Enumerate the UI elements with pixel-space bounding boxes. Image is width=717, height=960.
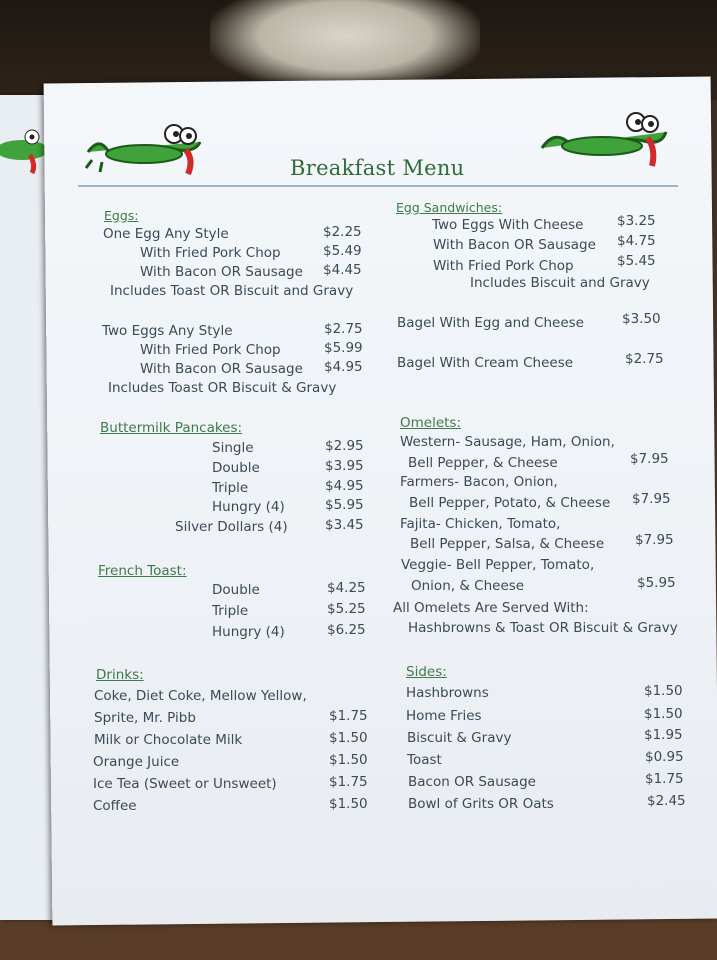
pancake-item: Double <box>212 460 260 476</box>
pancake-item: Single <box>212 440 254 456</box>
drink-item: Milk or Chocolate Milk <box>94 732 243 748</box>
sandwich-bacon-price: $4.75 <box>617 233 656 249</box>
omelet-fajita-price: $7.95 <box>635 532 674 548</box>
menu-sheet <box>44 77 717 926</box>
side-price: $2.45 <box>647 793 686 809</box>
two-eggs: Two Eggs Any Style <box>102 323 233 339</box>
side-item: Bacon OR Sausage <box>408 774 536 790</box>
drink-item: Coffee <box>93 798 137 814</box>
one-egg-porkchop-price: $5.49 <box>323 243 362 259</box>
one-egg: One Egg Any Style <box>103 226 229 242</box>
pancake-price: $5.95 <box>325 497 364 513</box>
side-price: $1.50 <box>644 683 683 699</box>
menu-title: Breakfast Menu <box>290 156 465 180</box>
pancake-price: $3.95 <box>325 458 364 474</box>
french-toast-item: Triple <box>212 603 249 619</box>
sandwich-porkchop: With Fried Pork Chop <box>433 258 574 274</box>
sandwich-porkchop-price: $5.45 <box>617 253 656 269</box>
pancakes-heading: Buttermilk Pancakes: <box>100 420 243 436</box>
side-item: Hashbrowns <box>406 685 489 701</box>
egg-sandwiches-heading: Egg Sandwiches: <box>396 200 503 215</box>
drink-price: $1.50 <box>329 752 368 768</box>
title-rule <box>78 185 678 187</box>
omelet-western-detail: Bell Pepper, & Cheese <box>408 455 558 471</box>
two-eggs-bacon-price: $4.95 <box>324 359 363 375</box>
sandwich-bacon: With Bacon OR Sausage <box>433 237 596 253</box>
french-toast-item: Hungry (4) <box>212 624 285 640</box>
omelets-heading: Omelets: <box>400 415 462 431</box>
french-toast-price: $5.25 <box>327 601 366 617</box>
pancake-price: $2.95 <box>325 438 364 454</box>
eggs-heading: Eggs: <box>104 208 139 223</box>
drinks-heading: Drinks: <box>96 667 144 683</box>
drink-item: Coke, Diet Coke, Mellow Yellow, <box>94 688 307 704</box>
french-toast-heading: French Toast: <box>98 563 187 579</box>
frog-icon <box>82 120 207 182</box>
omelet-farmers-price: $7.95 <box>632 491 671 507</box>
drink-item: Orange Juice <box>93 754 180 770</box>
drink-price: $1.75 <box>329 708 368 724</box>
pancake-item: Hungry (4) <box>212 499 285 515</box>
side-price: $1.75 <box>645 771 684 787</box>
omelet-western: Western- Sausage, Ham, Onion, <box>400 434 615 450</box>
one-egg-includes: Includes Toast OR Biscuit and Gravy <box>110 283 354 299</box>
bagel-egg-cheese-price: $3.50 <box>622 311 661 327</box>
one-egg-porkchop: With Fried Pork Chop <box>140 245 281 261</box>
pancake-price: $3.45 <box>325 517 364 533</box>
omelet-veggie-detail: Onion, & Cheese <box>411 578 525 594</box>
bagel-cream-cheese: Bagel With Cream Cheese <box>397 355 574 371</box>
omelet-fajita-detail: Bell Pepper, Salsa, & Cheese <box>410 536 605 552</box>
bagel-cream-cheese-price: $2.75 <box>625 351 664 367</box>
side-item: Biscuit & Gravy <box>407 730 512 746</box>
frog-icon <box>536 108 668 170</box>
sandwich-two-eggs-price: $3.25 <box>617 213 656 229</box>
two-eggs-porkchop-price: $5.99 <box>324 340 363 356</box>
side-item: Toast <box>407 752 442 768</box>
drink-item: Sprite, Mr. Pibb <box>94 710 196 726</box>
side-item: Home Fries <box>406 708 482 724</box>
bagel-egg-cheese: Bagel With Egg and Cheese <box>397 315 584 331</box>
french-toast-item: Double <box>212 582 260 598</box>
drink-item: Ice Tea (Sweet or Unsweet) <box>93 776 277 792</box>
omelet-fajita: Fajita- Chicken, Tomato, <box>400 516 561 532</box>
omelets-sides: Hashbrowns & Toast OR Biscuit & Gravy <box>408 620 678 636</box>
two-eggs-porkchop: With Fried Pork Chop <box>140 342 281 358</box>
omelet-western-price: $7.95 <box>630 451 669 467</box>
drink-price: $1.50 <box>329 730 368 746</box>
french-toast-price: $4.25 <box>327 580 366 596</box>
drink-price: $1.75 <box>329 774 368 790</box>
cloth-object <box>210 0 480 90</box>
side-price: $0.95 <box>645 749 684 765</box>
pancake-price: $4.95 <box>325 478 364 494</box>
sides-heading: Sides: <box>406 664 447 680</box>
omelet-veggie-price: $5.95 <box>637 575 676 591</box>
omelet-farmers-detail: Bell Pepper, Potato, & Cheese <box>409 495 611 511</box>
omelet-farmers: Farmers- Bacon, Onion, <box>400 474 558 490</box>
french-toast-price: $6.25 <box>327 622 366 638</box>
side-item: Bowl of Grits OR Oats <box>408 796 554 812</box>
pancake-item: Triple <box>212 480 249 496</box>
one-egg-bacon: With Bacon OR Sausage <box>140 264 303 280</box>
two-eggs-bacon: With Bacon OR Sausage <box>140 361 303 377</box>
sandwich-two-eggs: Two Eggs With Cheese <box>432 217 584 233</box>
side-price: $1.95 <box>644 727 683 743</box>
side-price: $1.50 <box>644 706 683 722</box>
omelet-veggie: Veggie- Bell Pepper, Tomato, <box>401 557 595 573</box>
one-egg-bacon-price: $4.45 <box>323 262 362 278</box>
pancake-item: Silver Dollars (4) <box>175 519 288 535</box>
two-eggs-includes: Includes Toast OR Biscuit & Gravy <box>108 380 337 396</box>
one-egg-price: $2.25 <box>323 224 362 240</box>
two-eggs-price: $2.75 <box>324 321 363 337</box>
drink-price: $1.50 <box>329 796 368 812</box>
sandwich-includes: Includes Biscuit and Gravy <box>470 275 650 291</box>
omelets-served-with: All Omelets Are Served With: <box>393 600 589 616</box>
